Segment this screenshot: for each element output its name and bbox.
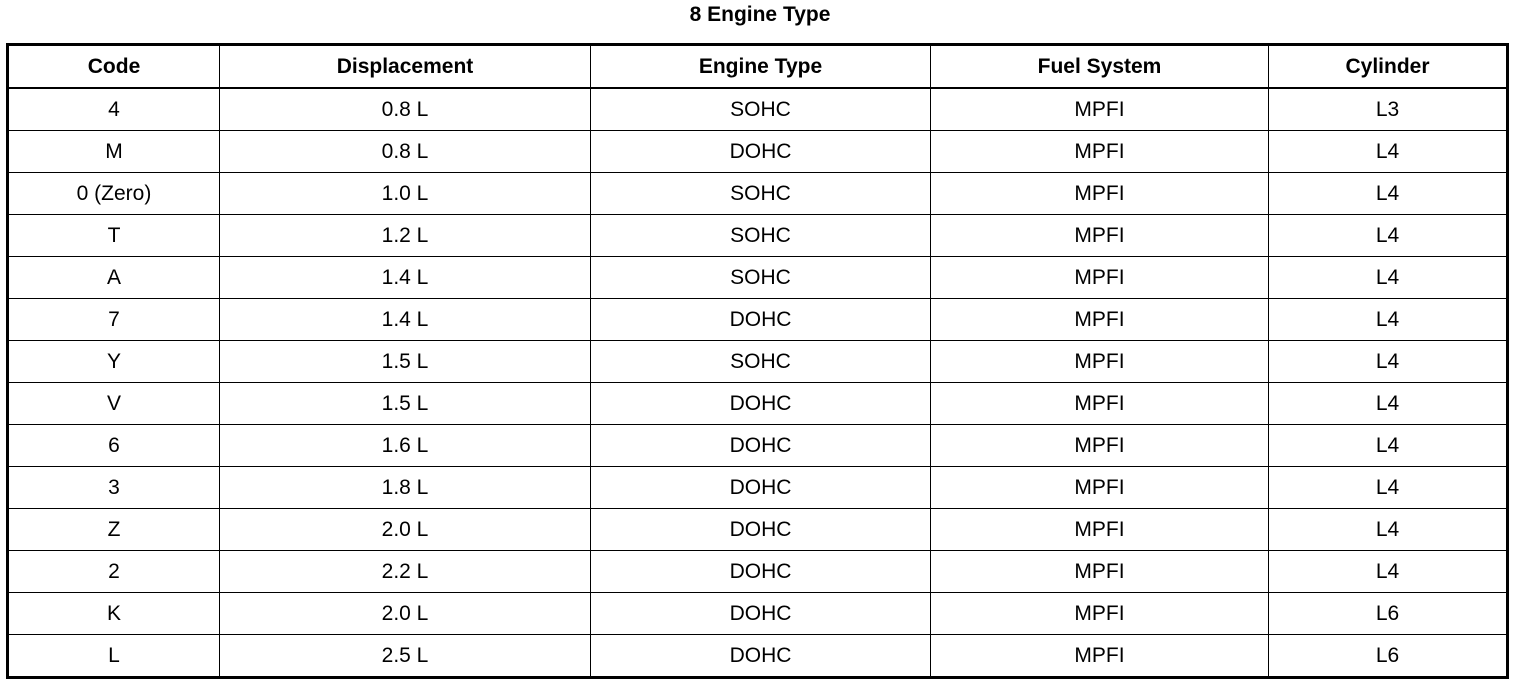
cell-code: L: [8, 635, 220, 678]
table-body: [8, 88, 1508, 678]
column-header-cylinder: Cylinder: [1269, 45, 1508, 89]
table-row: [8, 551, 1508, 593]
cell-fuel-system: MPFI: [931, 257, 1269, 299]
cell-cylinder: L4: [1269, 257, 1508, 299]
cell-code: 2: [8, 551, 220, 593]
cell-cylinder: L6: [1269, 635, 1508, 678]
table-row: [8, 635, 1508, 678]
cell-displacement: 1.0 L: [220, 173, 591, 215]
cell-displacement: 2.5 L: [220, 635, 591, 678]
cell-engine-type: DOHC: [591, 593, 931, 635]
cell-engine-type: SOHC: [591, 215, 931, 257]
table-row: [8, 131, 1508, 173]
page-title: 8 Engine Type: [689, 3, 831, 26]
table-row: [8, 425, 1508, 467]
cell-fuel-system: MPFI: [931, 551, 1269, 593]
cell-cylinder: L4: [1269, 467, 1508, 509]
cell-engine-type: DOHC: [591, 131, 931, 173]
cell-displacement: 1.8 L: [220, 467, 591, 509]
cell-displacement: 1.2 L: [220, 215, 591, 257]
cell-code: 7: [8, 299, 220, 341]
cell-displacement: 1.4 L: [220, 257, 591, 299]
cell-cylinder: L4: [1269, 383, 1508, 425]
cell-displacement: 0.8 L: [220, 88, 591, 131]
cell-cylinder: L4: [1269, 509, 1508, 551]
table-row: [8, 299, 1508, 341]
cell-cylinder: L4: [1269, 299, 1508, 341]
cell-fuel-system: MPFI: [931, 467, 1269, 509]
cell-engine-type: DOHC: [591, 383, 931, 425]
cell-displacement: 1.5 L: [220, 341, 591, 383]
table-row: [8, 593, 1508, 635]
cell-fuel-system: MPFI: [931, 341, 1269, 383]
cell-engine-type: DOHC: [591, 551, 931, 593]
cell-fuel-system: MPFI: [931, 88, 1269, 131]
cell-cylinder: L4: [1269, 131, 1508, 173]
table-row: [8, 341, 1508, 383]
table-row: [8, 257, 1508, 299]
cell-code: 4: [8, 88, 220, 131]
cell-engine-type: DOHC: [591, 299, 931, 341]
cell-displacement: 1.4 L: [220, 299, 591, 341]
cell-engine-type: DOHC: [591, 467, 931, 509]
cell-engine-type: SOHC: [591, 173, 931, 215]
cell-code: K: [8, 593, 220, 635]
cell-displacement: 1.5 L: [220, 383, 591, 425]
cell-cylinder: L3: [1269, 88, 1508, 131]
cell-cylinder: L6: [1269, 593, 1508, 635]
cell-code: M: [8, 131, 220, 173]
cell-code: 0 (Zero): [8, 173, 220, 215]
cell-displacement: 1.6 L: [220, 425, 591, 467]
table-row: [8, 509, 1508, 551]
cell-engine-type: DOHC: [591, 509, 931, 551]
cell-engine-type: SOHC: [591, 88, 931, 131]
cell-engine-type: SOHC: [591, 341, 931, 383]
column-header-fuel-system: Fuel System: [931, 45, 1269, 89]
cell-cylinder: L4: [1269, 341, 1508, 383]
cell-cylinder: L4: [1269, 551, 1508, 593]
cell-engine-type: DOHC: [591, 635, 931, 678]
cell-fuel-system: MPFI: [931, 173, 1269, 215]
table-row: [8, 215, 1508, 257]
cell-fuel-system: MPFI: [931, 425, 1269, 467]
cell-fuel-system: MPFI: [931, 635, 1269, 678]
cell-fuel-system: MPFI: [931, 509, 1269, 551]
cell-code: A: [8, 257, 220, 299]
cell-fuel-system: MPFI: [931, 383, 1269, 425]
cell-displacement: 2.0 L: [220, 593, 591, 635]
column-header-code: Code: [8, 45, 220, 89]
column-header-displacement: Displacement: [220, 45, 591, 89]
cell-code: 6: [8, 425, 220, 467]
cell-code: Y: [8, 341, 220, 383]
cell-displacement: 0.8 L: [220, 131, 591, 173]
cell-fuel-system: MPFI: [931, 215, 1269, 257]
column-header-engine-type: Engine Type: [591, 45, 931, 89]
cell-displacement: 2.2 L: [220, 551, 591, 593]
cell-code: T: [8, 215, 220, 257]
table-row: [8, 173, 1508, 215]
cell-code: 3: [8, 467, 220, 509]
cell-engine-type: SOHC: [591, 257, 931, 299]
cell-cylinder: L4: [1269, 173, 1508, 215]
cell-fuel-system: MPFI: [931, 593, 1269, 635]
table-row: [8, 467, 1508, 509]
cell-cylinder: L4: [1269, 215, 1508, 257]
table-header-row: [8, 45, 1508, 89]
table-row: [8, 88, 1508, 131]
cell-code: Z: [8, 509, 220, 551]
cell-displacement: 2.0 L: [220, 509, 591, 551]
cell-code: V: [8, 383, 220, 425]
table-row: [8, 383, 1508, 425]
engine-type-table: [6, 43, 1509, 679]
cell-cylinder: L4: [1269, 425, 1508, 467]
cell-fuel-system: MPFI: [931, 299, 1269, 341]
cell-fuel-system: MPFI: [931, 131, 1269, 173]
cell-engine-type: DOHC: [591, 425, 931, 467]
